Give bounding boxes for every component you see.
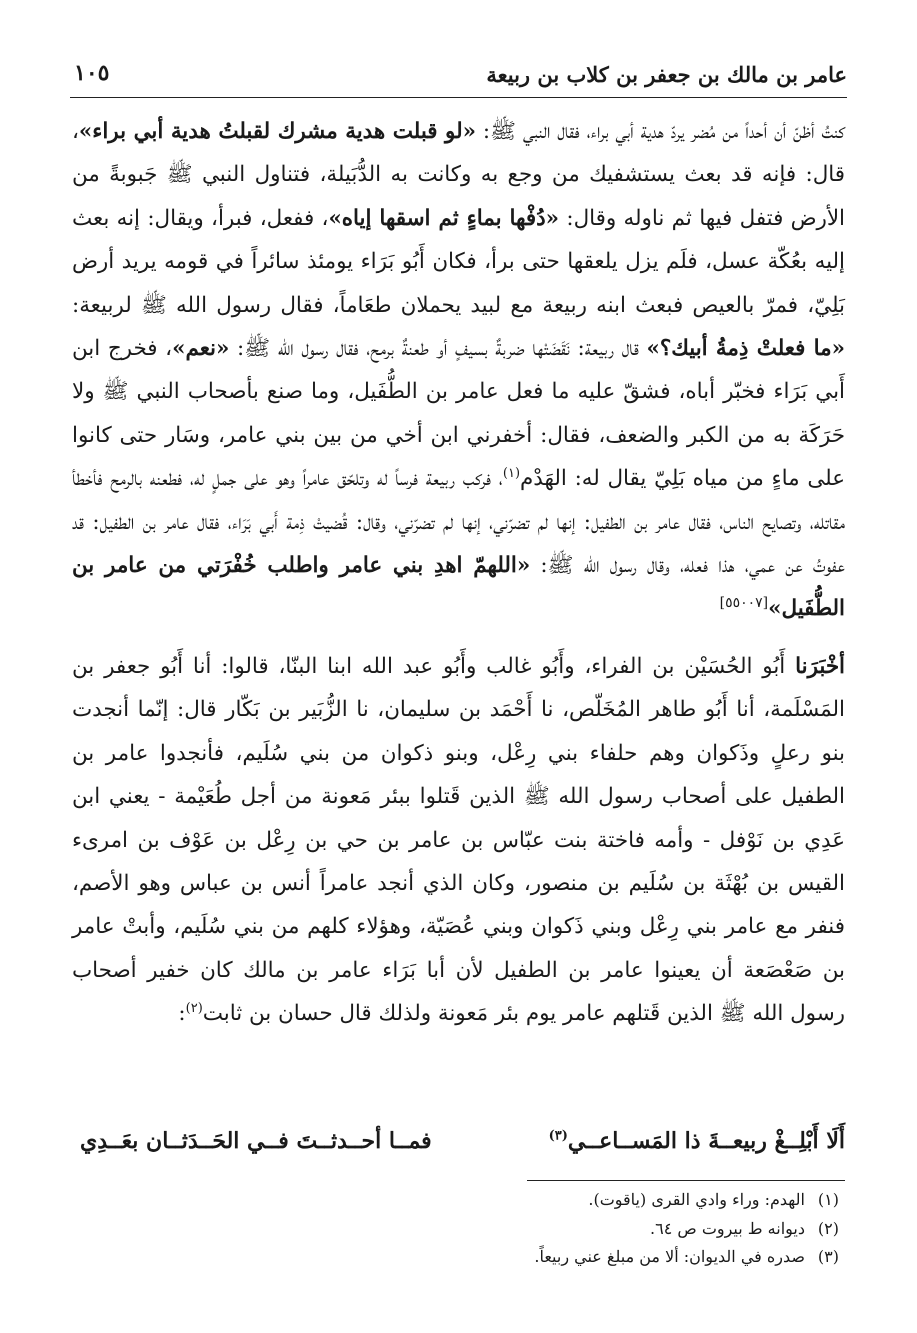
text-run: أَبُو الحُسَيْن بن الفراء، وأَبُو غالب وأَبُو عبد الله ابنا البنّا، قالوا: أنا أَبُو جعفر بن المَسْلَمة، أنا أَبُو طاهر المُخَلّص، نا أَحْمَد بن سليمان، نا الزُّبَير بن بَكّار قال: إنّما أنجدت بنو رعلٍ وذَكوان وهم حلفاء بني رِعْل، وبنو ذكوان من بني سُلَيم، فأنجدوا عامر بن الطفيل على أصحاب رسول الله ﷺ الذين قَتلوا ببئر مَعونة من أجل طُعَيْمة - يعني ابن عَدِي بن نَوْفل - وأمه فاختة بنت عبّاس بن عامر بن حي بن رِعْل بن عَوْف بن امرىء القيس بن بُهْثَة بن سُلَيم بن منصور، وكان الذي أنجد عامراً أنس بن عباس وهو الأصم، فنفر مع عامر بني رِعْل وبني ذَكوان وبني عُصَيّة، وهؤلاء كلهم من بني سُلَيم، وأبتْ عامر بن صَعْصَعة أن يعينوا عامر بن الطفيل لأن أبا بَرَاء عامر بن مالك كان خفير أصحاب رسول الله ﷺ الذين قَتلهم عامر يوم بئر مَعونة ولذلك قال حسان بن ثابت: [72, 653, 845, 1027]
paragraph-1: [72, 110, 845, 631]
hadith-quote: «نعم»: [172, 336, 230, 362]
text-run: قال ربيعة: نَقَضَتْها ضربةٌ بسيفٍ أو طعنةٌ برمح، فقال رسول الله ﷺ:: [229, 336, 647, 362]
footnote-2: [72, 1215, 839, 1244]
header-title: عامر بن مالك بن جعفر بن كلاب بن ربيعة: [486, 62, 847, 87]
footnotes: [72, 1186, 839, 1272]
footnote-marker-1[interactable]: (١): [502, 466, 521, 482]
footnote-marker-3[interactable]: (٣): [548, 1128, 568, 1144]
hadith-quote: «ما فعلتْ ذِمةُ أبيك؟»: [646, 336, 845, 362]
footnote-text: الهدم: وراء وادي القرى (ياقوت).: [588, 1190, 805, 1209]
footnote-separator: [527, 1180, 845, 1181]
footnote-text: صدره في الديوان: ألا من مبلغ عني ربيعاً.: [534, 1247, 805, 1266]
footnote-3: [72, 1243, 839, 1272]
text-run: ، فركب ربيعة فرساً له وتلحّق عامراً وهو على جملٍ له، فطعنه بالرمح فأخطأ مقاتله، وتصايح الناس، فقال عامر بن الطفيل: إنها لم تضرّني، إنها لم تضرّني، وقال: قُضيتْ ذِمة أَبي بَرَاء، فقال عامر بن الطفيل: قد عفوتُ عن عمي، هذا فعله، وقال رسول الله ﷺ:: [72, 466, 845, 579]
hadith-quote: «دُفْها بماءٍ ثم اسقها إياه»: [328, 205, 560, 231]
hadith-reference: [٥٥٠٠٧]: [719, 595, 769, 612]
footnote-number: (٣): [817, 1247, 839, 1266]
text-run: ، فخرج ابن أَبي بَرَاء فخبّر أباه، فشقّ عليه ما فعل عامر بن الطُّفَيل، وما صنع بأصحاب النبي ﷺ ولا حَرَكَة به من الكبر والضعف، فقال: أخفرني ابن أخي من بين بني عامر، وسَار حتى كانوا على ماءٍ من مياه بَلِيّ يقال له: الهَدْم: [72, 336, 845, 492]
poetry-verse: [80, 1128, 845, 1172]
footnote-number: (٢): [817, 1218, 839, 1238]
hadith-quote: «لو قبلت هدية مشرك لقبلتُ هدية أبي براء»: [78, 119, 476, 144]
running-header: [70, 58, 847, 98]
page-number: ١٠٥: [74, 60, 110, 86]
footnote-marker-2[interactable]: (٢): [185, 1001, 203, 1016]
isnad-opening: أخْبَرَنا: [795, 653, 845, 679]
footnote-text: ديوانه ط بيروت ص ٦٤.: [650, 1218, 805, 1238]
text-run: ، ففعل، فبرأ، ويقال: إنه بعث إليه بعُكّة عسل، فلَم يزل يلعقها حتى برأ، فكان أَبُو بَرَاء يومئذ سائراً في قومه يريد أرض بَلِيّ، فمرّ بالعيص فبعث ابنه ربيعة مع لبيد يحملان طعَاماً، فقال رسول الله ﷺ لربيعة:: [72, 205, 845, 318]
header-rule: [70, 97, 847, 98]
footnote-1: [72, 1186, 839, 1215]
main-text: [72, 110, 845, 1036]
verse-first-hemistich: [549, 1128, 845, 1154]
hadith-quote: «اللهمّ اهدِ بني عامر واطلب خُفْرَتي من عامر بن الطُّفَيل»: [72, 553, 845, 622]
paragraph-2: [72, 645, 845, 1036]
text-run: كنتُ أظنّ أن أحداً من مُضر يردّ هدية أبي براء، فقال النبي ﷺ:: [475, 119, 845, 144]
footnote-number: (١): [817, 1190, 839, 1209]
text-run: :: [178, 1001, 186, 1027]
verse-second-hemistich: فمــا أحــدثــتَ فــي الحَــدَثــان بعَــدِي: [80, 1128, 432, 1154]
text-run: ، قال: فإنه قد بعث يستشفيك من وجع به وكانت به الدُّبَيلة، فتناول النبي ﷺ جَبوبةً من الأرض فتفل فيها ثم ناوله وقال:: [72, 119, 845, 231]
hemistich-text: أَلَا أَبْلِــغْ ربيعــةَ ذا المَســاعــي: [567, 1128, 845, 1154]
